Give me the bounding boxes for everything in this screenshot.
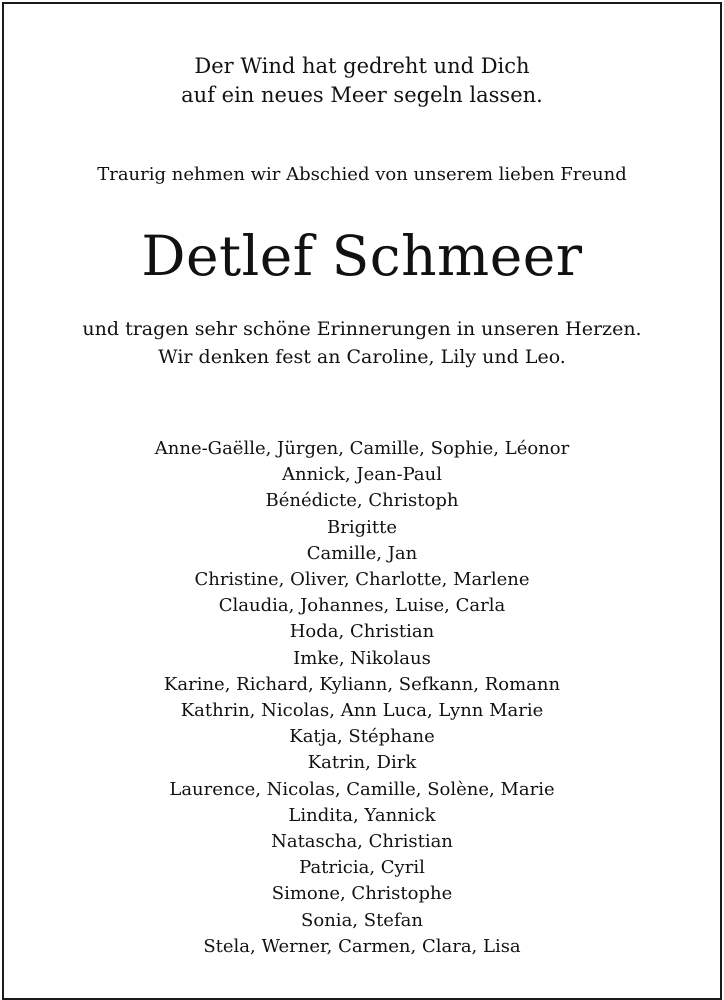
mourner-line: Simone, Christophe (271, 883, 453, 905)
obituary-notice (4, 4, 720, 998)
mourner-line: Stela, Werner, Carmen, Clara, Lisa (203, 935, 521, 957)
mourner-line: Katja, Stéphane (289, 726, 435, 748)
mourner-line: Brigitte (327, 516, 397, 538)
mourner-line: Camille, Jan (306, 542, 418, 564)
memory-line: und tragen sehr schöne Erinnerungen in unseren Herzen. (82, 318, 642, 340)
mourner-line: Laurence, Nicolas, Camille, Solène, Marie (169, 778, 555, 800)
mourner-line: Claudia, Johannes, Luise, Carla (218, 595, 506, 617)
intro-text: Traurig nehmen wir Abschied von unserem lieben Freund (97, 164, 627, 185)
motto (4, 52, 720, 110)
mourner-line: Natascha, Christian (271, 831, 453, 853)
mourner-line: Lindita, Yannick (288, 804, 436, 826)
mourner-line: Katrin, Dirk (307, 752, 417, 774)
mourner-line: Kathrin, Nicolas, Ann Luca, Lynn Marie (180, 700, 544, 722)
mourner-line: Imke, Nikolaus (293, 647, 431, 669)
mourner-line: Hoda, Christian (289, 621, 435, 643)
motto-line: auf ein neues Meer segeln lassen. (181, 83, 543, 107)
mourner-line: Annick, Jean-Paul (281, 464, 443, 486)
mourner-line: Patricia, Cyril (299, 857, 425, 879)
mourners-list (4, 436, 720, 960)
mourner-line: Karine, Richard, Kyliann, Sefkann, Romann (163, 673, 561, 695)
memory-text (4, 315, 720, 371)
mourner-line: Christine, Oliver, Charlotte, Marlene (194, 569, 530, 591)
memory-line: Wir denken fest an Caroline, Lily und Leo. (158, 346, 566, 368)
mourner-line: Bénédicte, Christoph (265, 490, 459, 512)
deceased-name: Detlef Schmeer (141, 224, 583, 288)
motto-line: Der Wind hat gedreht und Dich (194, 54, 530, 78)
mourner-line: Sonia, Stefan (301, 909, 423, 931)
mourner-line: Anne-Gaëlle, Jürgen, Camille, Sophie, Léonor (154, 438, 570, 459)
